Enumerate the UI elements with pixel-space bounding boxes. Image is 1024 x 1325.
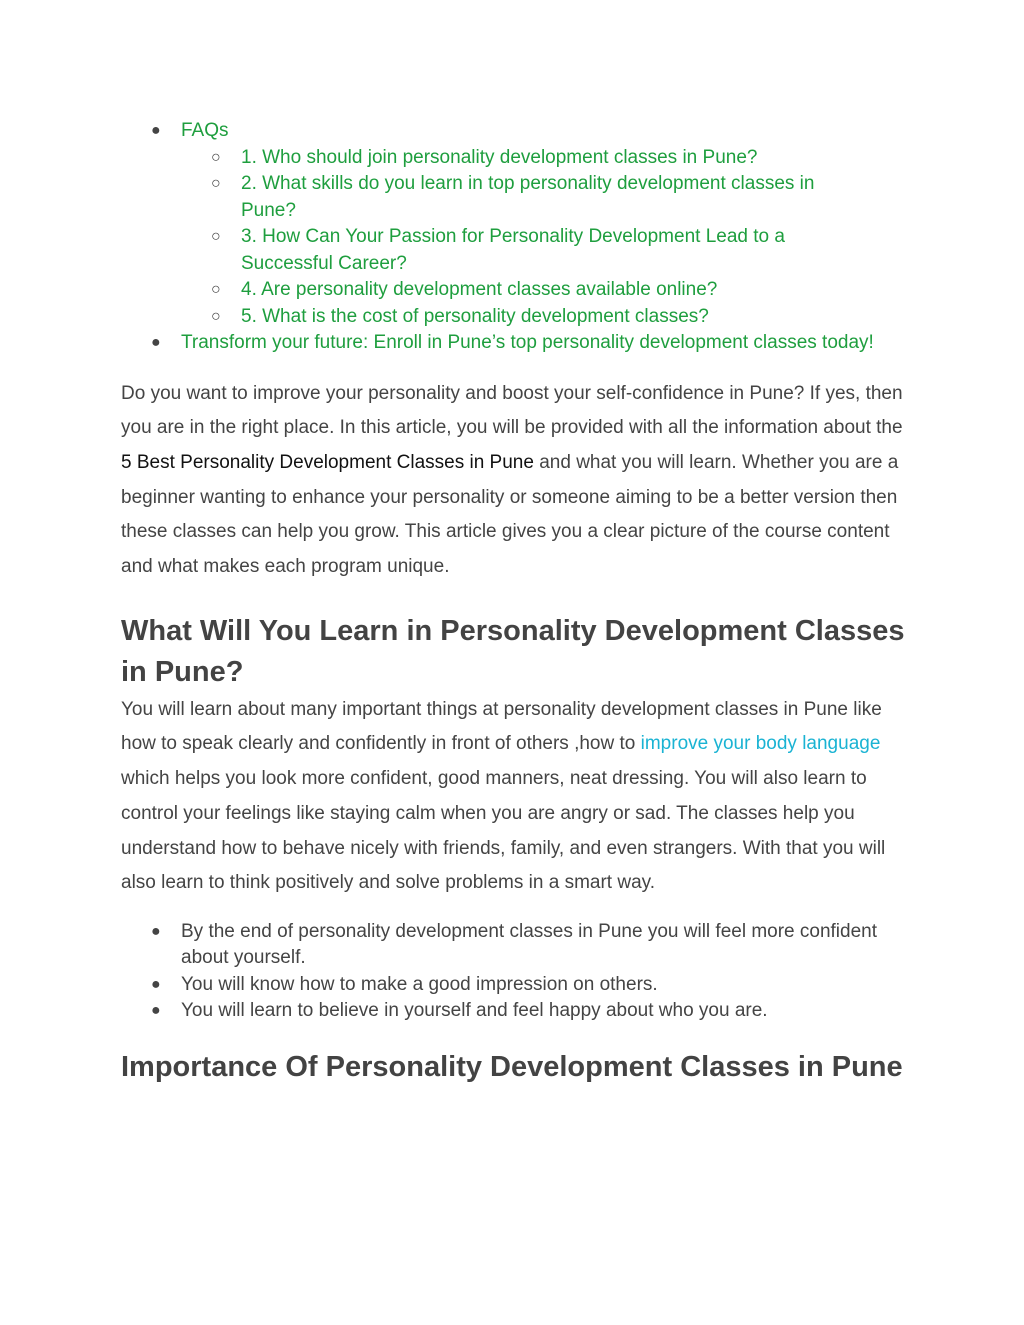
intro-paragraph <box>121 377 911 585</box>
toc-link-faq-2[interactable]: 2. What skills do you learn in top personality development classes in Pune? <box>241 173 815 221</box>
intro-text-after: and what you will learn. Whether you are a beginner wanting to enhance your personality or someone aiming to be a better version then these classes can help you grow. This article gives you a clear picture of the course content and what makes each program unique. <box>121 451 899 578</box>
toc-subitem <box>121 277 861 304</box>
list-item-text: You will know how to make a good impression on others. <box>181 973 658 995</box>
toc-item-transform <box>121 330 881 357</box>
section-heading-importance: Importance Of Personality Development Classes in Pune <box>121 1050 903 1083</box>
hollow-bullet-icon: ○ <box>211 281 221 298</box>
hollow-bullet-icon: ○ <box>211 175 221 192</box>
filled-bullet-icon: ● <box>151 975 161 993</box>
toc-link-faq-4[interactable]: 4. Are personality development classes available online? <box>241 279 718 300</box>
toc-link-faq-3[interactable]: 3. How Can Your Passion for Personality Development Lead to a Successful Career? <box>241 226 785 274</box>
toc-subitem <box>121 224 861 277</box>
filled-bullet-icon: ● <box>151 922 161 940</box>
learn-text-after: which helps you look more confident, good manners, neat dressing. You will also learn to control your feelings like staying calm when you are angry or sad. The classes help you understand how to behave nicely with friends, family, and even strangers. With that you will also learn to think positively and solve problems in a smart way. <box>121 768 886 894</box>
table-of-contents <box>121 118 911 357</box>
list-item <box>121 998 911 1025</box>
section-heading-learn: What Will You Learn in Personality Development Classes in Pune? <box>121 614 905 688</box>
list-item <box>121 919 911 972</box>
best-classes-link[interactable]: 5 Best Personality Development Classes in Pune <box>121 451 534 473</box>
body-language-link[interactable]: improve your body language <box>640 733 881 755</box>
hollow-bullet-icon: ○ <box>211 228 221 245</box>
filled-bullet-icon: ● <box>151 1002 161 1020</box>
list-item <box>121 972 911 999</box>
filled-bullet-icon: ● <box>151 122 161 139</box>
document-page <box>121 118 911 1088</box>
filled-bullet-icon: ● <box>151 334 161 351</box>
toc-link-faqs[interactable]: FAQs <box>181 120 229 141</box>
toc-subitem <box>121 171 861 224</box>
toc-subitem <box>121 304 861 331</box>
hollow-bullet-icon: ○ <box>211 148 221 166</box>
toc-link-faq-1[interactable]: 1. Who should join personality development classes in Pune? <box>241 146 758 168</box>
hollow-bullet-icon: ○ <box>211 307 221 325</box>
toc-link-transform[interactable]: Transform your future: Enroll in Pune’s top personality development classes today! <box>181 332 874 353</box>
learn-paragraph <box>121 693 911 901</box>
toc-link-faq-5[interactable]: 5. What is the cost of personality development classes? <box>241 305 709 327</box>
learn-points-list <box>121 919 911 1025</box>
list-item-text: By the end of personality development classes in Pune you will feel more confident about yourself. <box>181 920 878 969</box>
toc-subitem <box>121 145 861 172</box>
list-item-text: You will learn to believe in yourself and feel happy about who you are. <box>181 1000 768 1022</box>
intro-text-before: Do you want to improve your personality and boost your self-confidence in Pune? If yes, then you are in the right place. In this article, you will be provided with all the information about the <box>121 382 903 439</box>
toc-item-faqs <box>121 118 911 145</box>
learn-text-before: You will learn about many important things at personality development classes in Pune like how to speak clearly and confidently in front of others ,how to <box>121 698 882 755</box>
